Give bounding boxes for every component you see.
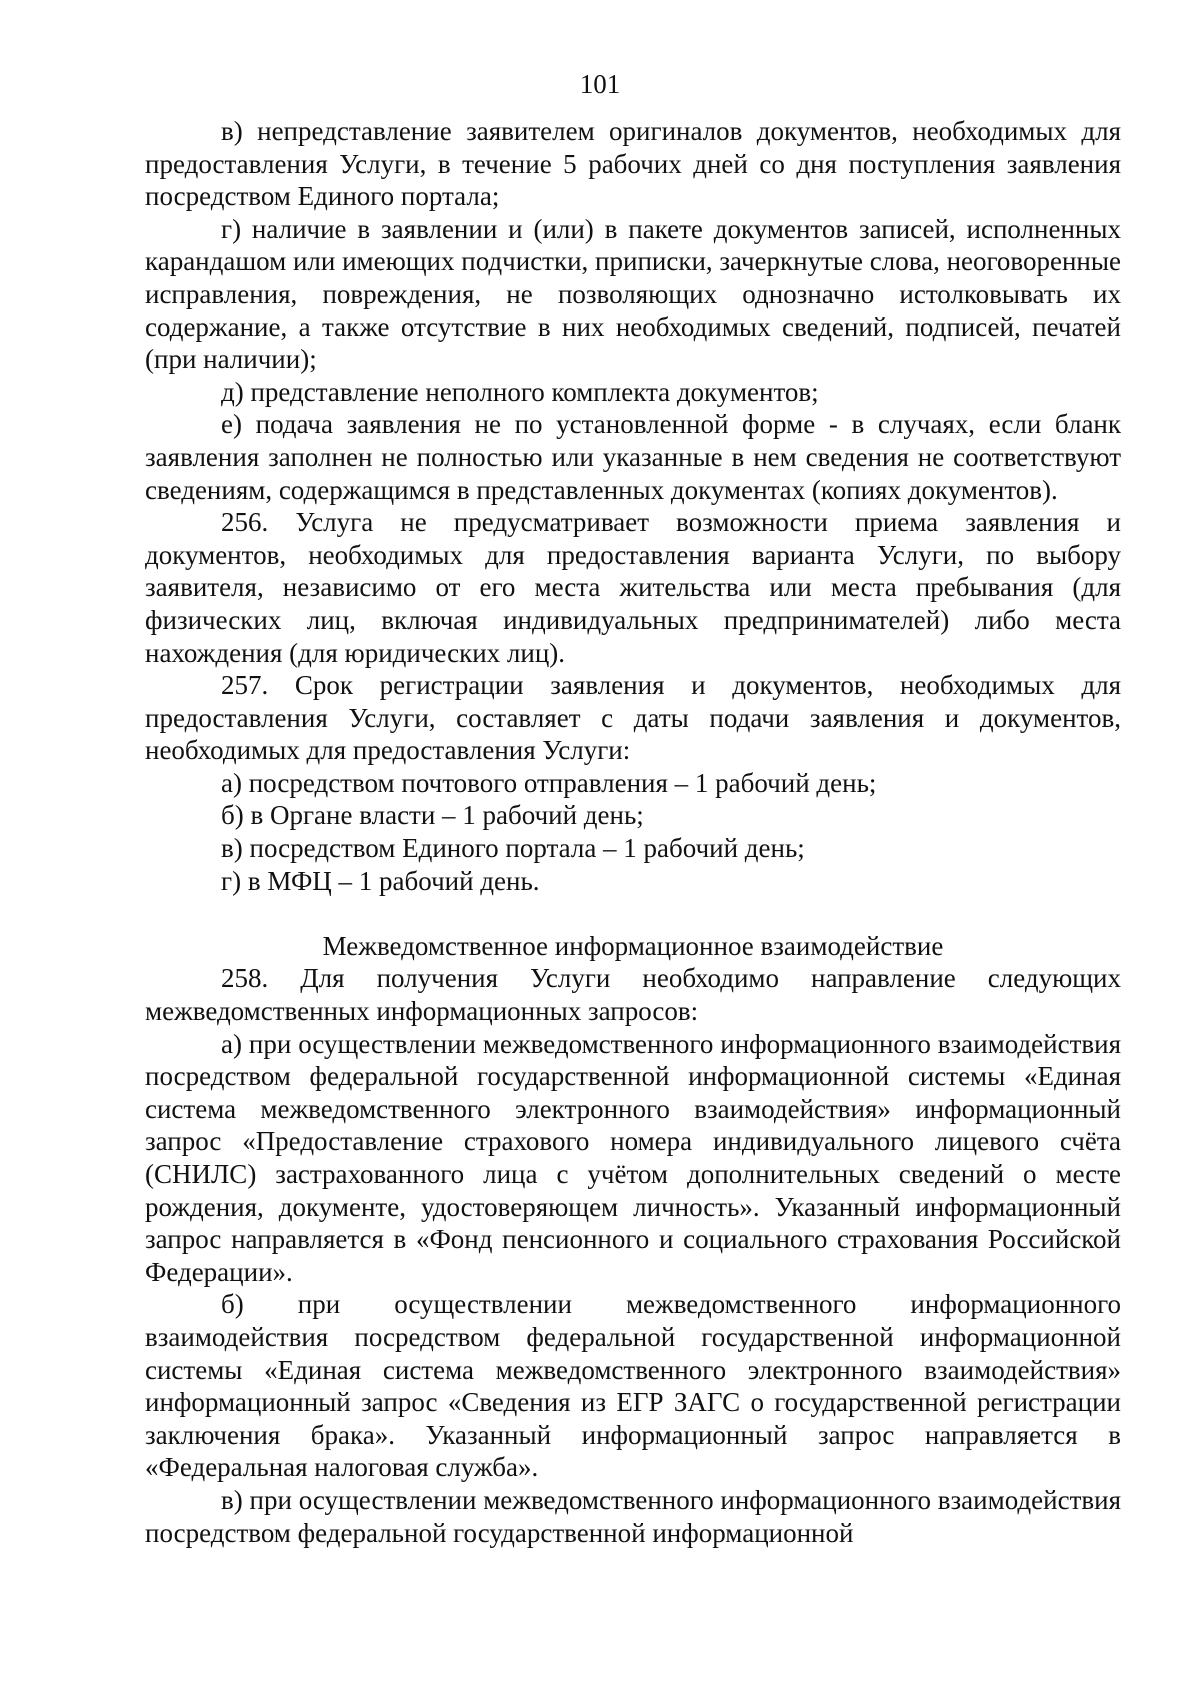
paragraph-258-v: в) при осуществлении межведомственного информационного взаимодействия посредством федеральной государственной информационной	[145, 1484, 1121, 1548]
paragraph-258-a: а) при осуществлении межведомственного информационного взаимодействия посредством федеральной государственной информационной системы «Единая система межведомственного электронного взаимодействия» информационный запрос «Предоставление страхового номера индивидуального лицевого счёта (СНИЛС) застрахованного лица с учётом дополнительных сведений о месте рождения, документе, удостоверяющем личность». Указанный информационный запрос направляется в «Фонд пенсионного и социального страхования Российской Федерации».	[145, 1028, 1121, 1287]
section-heading: Межведомственное информационное взаимодействие	[322, 930, 944, 961]
paragraph-v-non-submission: в) непредставление заявителем оригиналов документов, необходимых для предоставления Услуги, в течение 5 рабочих дней со дня поступления заявления посредством Единого портала;	[145, 116, 1121, 212]
paragraph-257-b: б) в Органе власти – 1 рабочий день;	[221, 800, 644, 831]
paragraph-258-b: б) при осуществлении межведомственного информационного взаимодействия посредством федеральной государственной информационной системы «Единая система межведомственного электронного взаимодействия» информационный запрос «Сведения из ЕГР ЗАГС о государственной регистрации заключения брака». Указанный информационный запрос направляется в «Федеральная налоговая служба».	[145, 1289, 1121, 1483]
paragraph-d-incomplete-set: д) представление неполного комплекта документов;	[221, 376, 819, 407]
paragraph-257-a: а) посредством почтового отправления – 1 рабочий день;	[221, 767, 877, 798]
paragraph-258: 258. Для получения Услуги необходимо направление следующих межведомственных информационных запросов:	[145, 963, 1121, 1027]
document-body	[145, 115, 1121, 1549]
paragraph-257: 257. Срок регистрации заявления и документов, необходимых для предоставления Услуги, составляет с даты подачи заявления и документов, необходимых для предоставления Услуги:	[145, 670, 1121, 766]
paragraph-256: 256. Услуга не предусматривает возможности приема заявления и документов, необходимых для предоставления варианта Услуги, по выбору заявителя, независимо от его места жительства или места пребывания (для физических лиц, включая индивидуальных предпринимателей) либо места нахождения (для юридических лиц).	[145, 507, 1121, 668]
paragraph-257-v: в) посредством Единого портала – 1 рабочий день;	[221, 833, 805, 864]
page-number: 101	[579, 69, 621, 99]
paragraph-g-pencil-records: г) наличие в заявлении и (или) в пакете документов записей, исполненных карандашом или имеющих подчистки, приписки, зачеркнутые слова, неоговоренные исправления, повреждения, не позволяющих однозначно истолковывать их содержание, а также отсутствие в них необходимых сведений, подписей, печатей (при наличии);	[145, 213, 1122, 375]
paragraph-e-wrong-form: е) подача заявления не по установленной форме - в случаях, если бланк заявления заполнен не полностью или указанные в нем сведения не соответствуют сведениям, содержащимся в представленных документах (копиях документов).	[145, 409, 1121, 505]
paragraph-257-g: г) в МФЦ – 1 рабочий день.	[221, 865, 540, 896]
